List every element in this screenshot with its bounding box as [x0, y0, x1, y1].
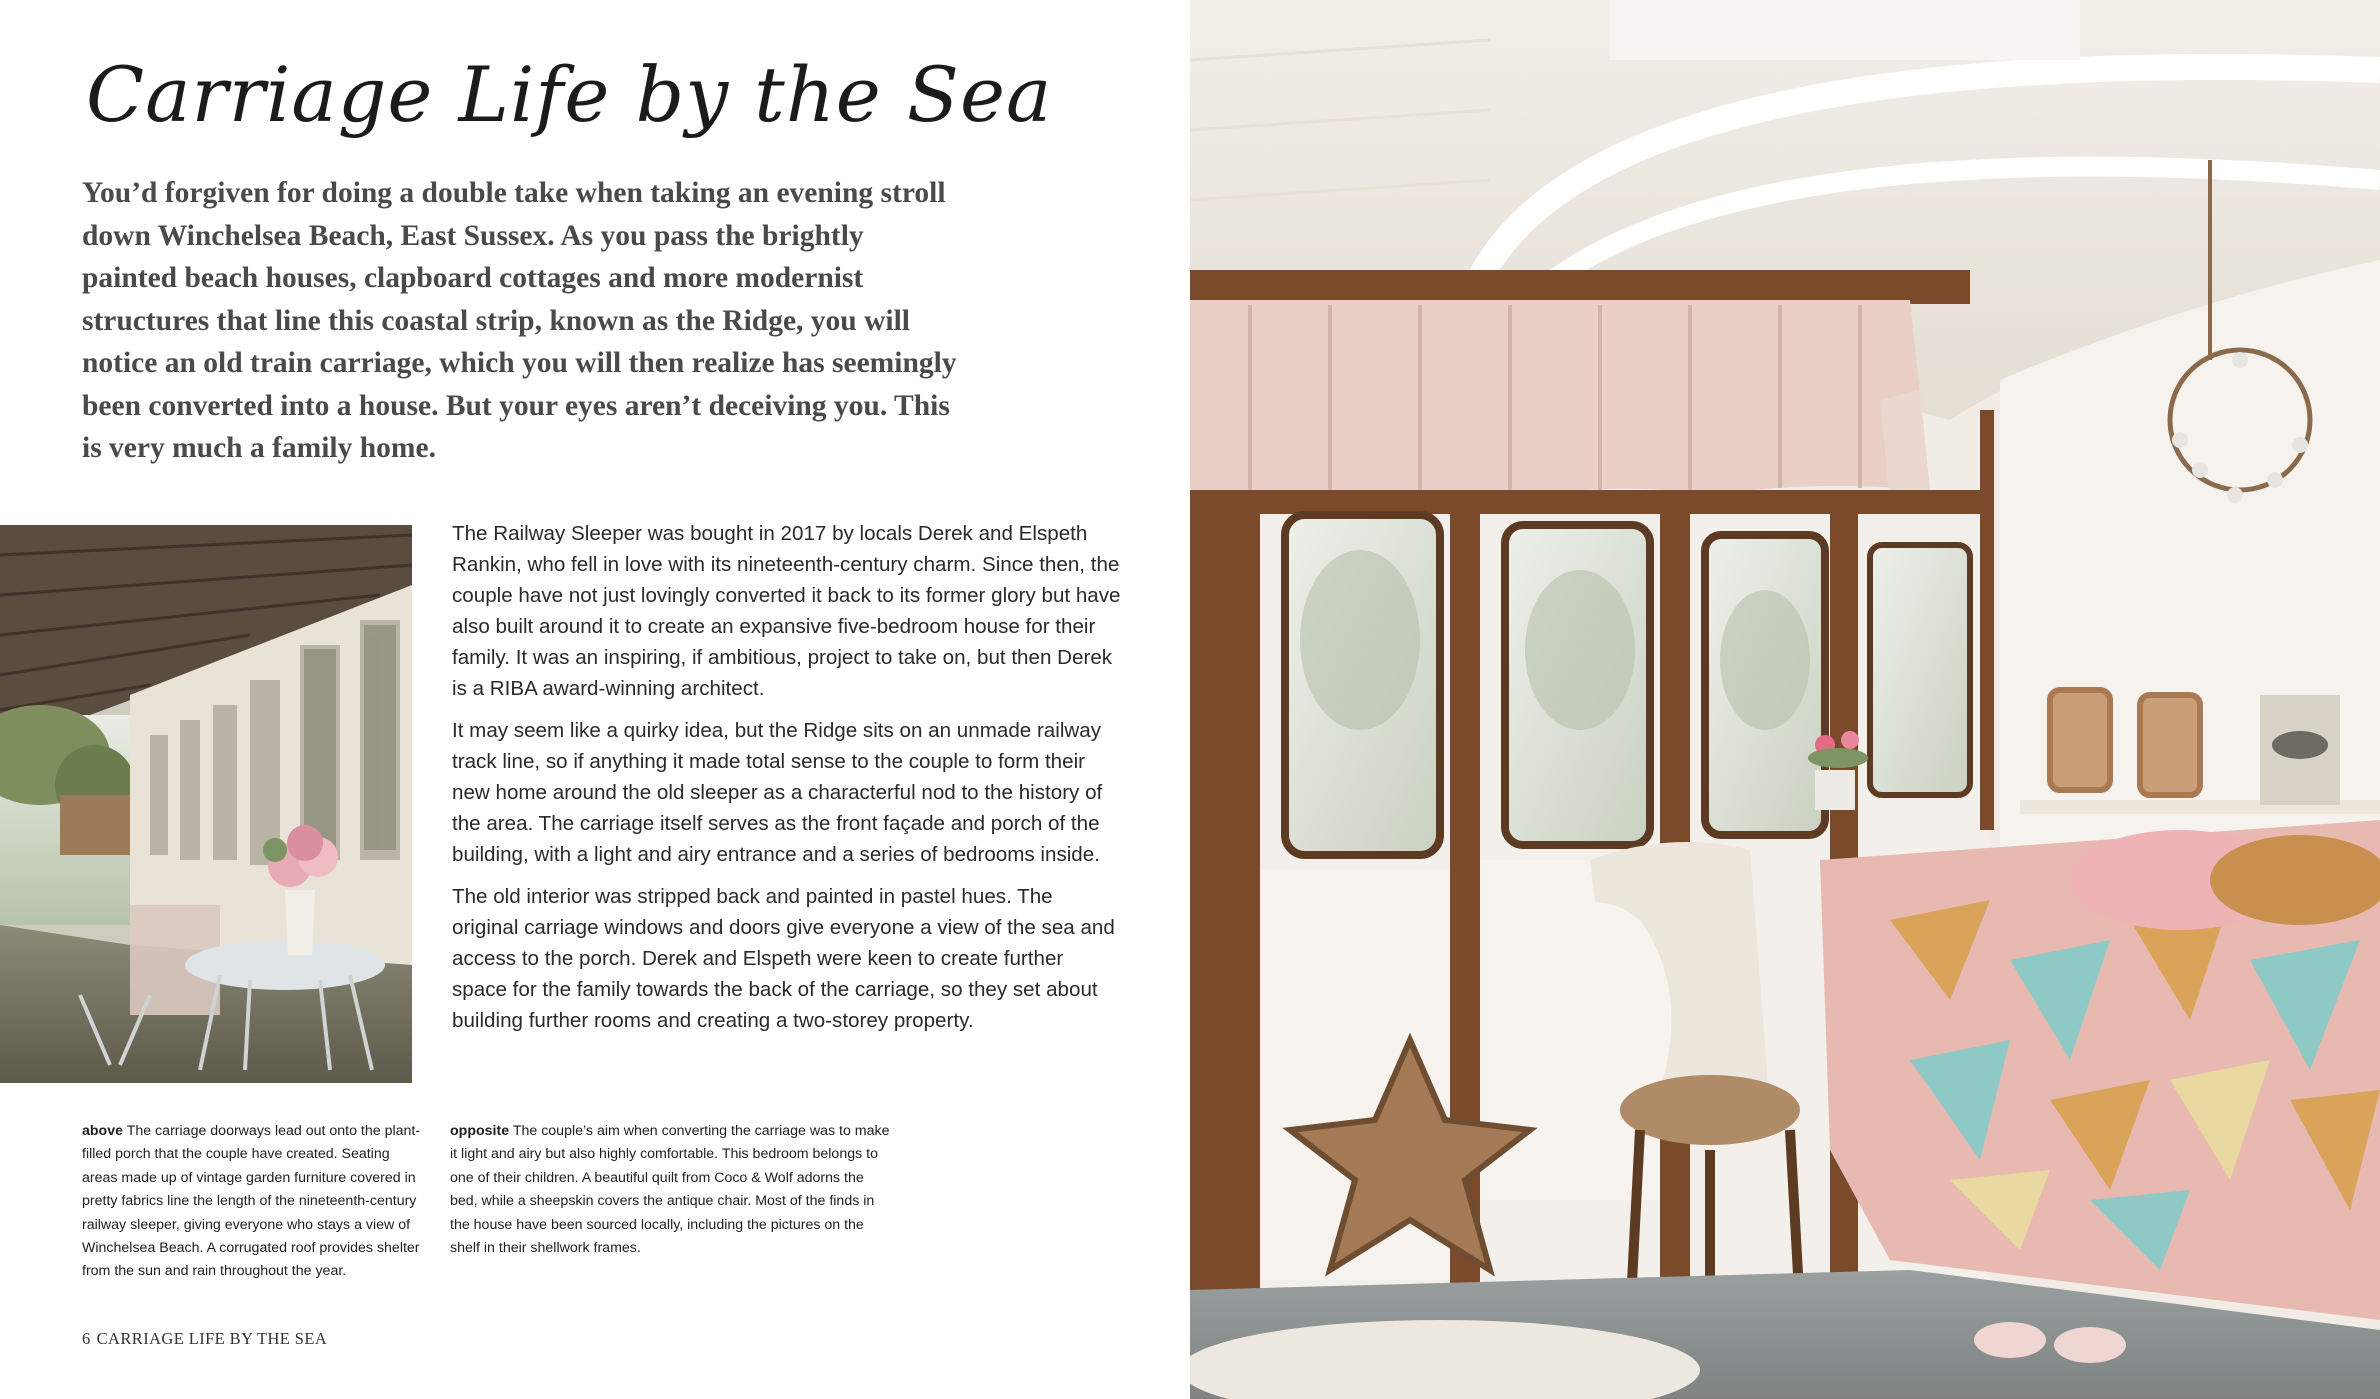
caption-above: [82, 1120, 422, 1284]
caption-above-lead: above: [82, 1123, 124, 1139]
intro-paragraph: You’d forgiven for doing a double take when taking an evening stroll down Winchelsea Beach, East Sussex. As you pass the brightly painted beach houses, clapboard cottages and more modernist structures that line this coastal strip, known as the Ridge, you will notice an old train carriage, which you will then realize has seemingly been converted into a house. But your eyes aren’t deceiving you. This is very much a family home.: [82, 177, 957, 464]
page-title: Carriage Life by the Sea: [86, 50, 1053, 139]
page-number: 6: [82, 1329, 91, 1348]
porch-photo: [0, 525, 412, 1083]
caption-opposite-text: The couple’s aim when converting the carriage was to make it light and airy but also highly comfortable. This bedroom belongs to one of their children. A beautiful quilt from Coco & Wolf adorns the bed, while a sheepskin covers the antique chair. Most of the finds in the house have been sourced locally, including the pictures on the shelf in their shellwork frames.: [450, 1123, 890, 1257]
caption-opposite: [450, 1120, 895, 1260]
body-paragraph-1: The Railway Sleeper was bought in 2017 by locals Derek and Elspeth Rankin, who fell in love with its nineteenth-century charm. Since then, the couple have not just lovingly converted it back to its former glory but have also built around it to create an expansive five-bedroom house for their family. It was an inspiring, if ambitious, project to take on, but then Derek is a RIBA award-winning architect.: [452, 522, 1121, 700]
porch-photo-illustration: [0, 525, 412, 1083]
running-head: CARRIAGE LIFE BY THE SEA: [96, 1329, 328, 1348]
bedroom-photo-illustration: [1190, 0, 2380, 1399]
body-paragraph-2: It may seem like a quirky idea, but the Ridge sits on an unmade railway track line, so if anything it made total sense to the couple to form their new home around the old sleeper as a characterful nod to the history of the area. The carriage itself serves as the front façade and porch of the building, with a light and airy entrance and a series of bedrooms inside.: [452, 719, 1103, 866]
bedroom-photo: [1190, 0, 2380, 1399]
page-folio: [82, 1329, 333, 1349]
body-paragraph-3: The old interior was stripped back and painted in pastel hues. The original carriage windows and doors give everyone a view of the sea and access to the porch. Derek and Elspeth were keen to create further space for the family towards the back of the carriage, so they set about building further rooms and creating a two-storey property.: [452, 885, 1115, 1032]
caption-opposite-lead: opposite: [450, 1123, 510, 1139]
caption-above-text: The carriage doorways lead out onto the plant-filled porch that the couple have created. Seating areas made up of vintage garden furniture covered in pretty fabrics line the length of the nineteenth-century railway sleeper, giving everyone who stays a view of Winchelsea Beach. A corrugated roof provides shelter from the sun and rain throughout the year.: [82, 1123, 421, 1280]
body-text: [452, 518, 1122, 1047]
